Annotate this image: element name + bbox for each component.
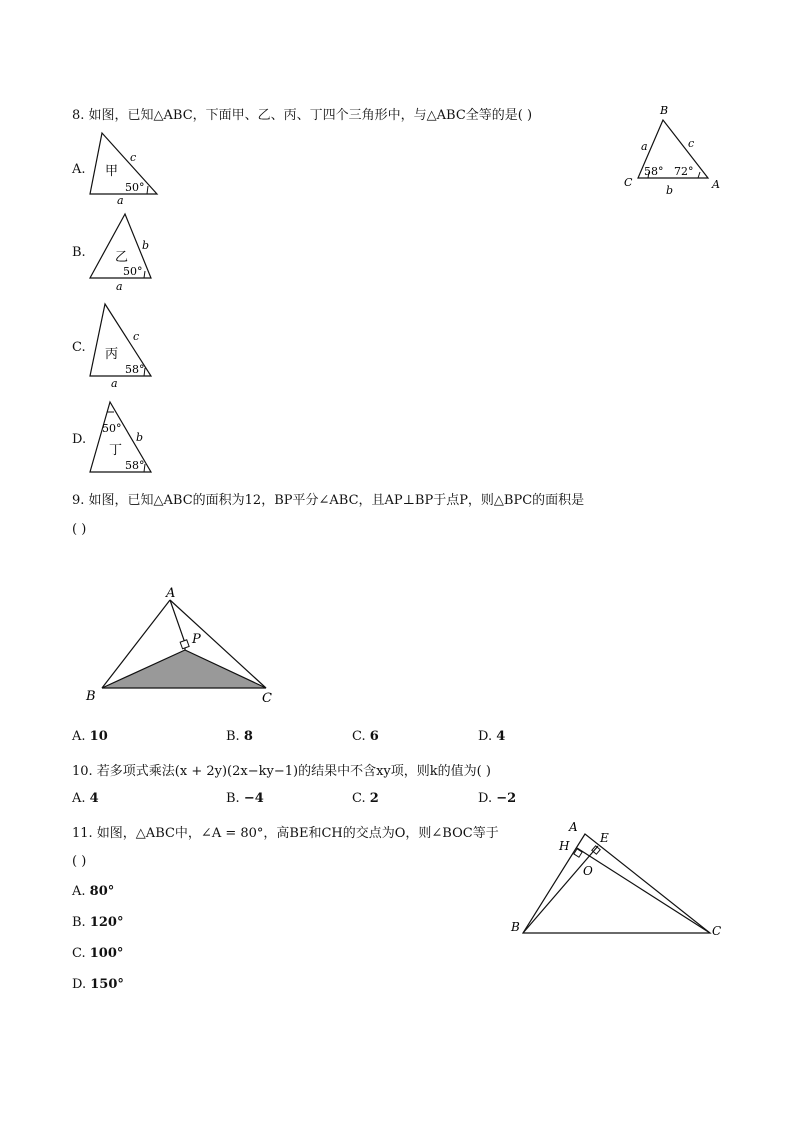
triangle-yi-side-b: b (142, 239, 150, 252)
q11-paren: ( ) (72, 854, 87, 869)
triangle-jia-label: 甲 (105, 164, 119, 179)
q9-option-a (72, 729, 108, 744)
q11-option-c (72, 946, 123, 961)
q10-stem: 10. 若多项式乘法(x + 2y)(2x−ky−1)的结果中不含xy项，则k的值为( ) (72, 764, 491, 779)
triangle-bing-side-c: c (133, 330, 140, 343)
q10-option-c-value: 2 (369, 791, 379, 806)
q10-option-d-letter: D. (478, 791, 493, 806)
triangle-ding-angle: 58° (125, 459, 145, 472)
q9-option-b (226, 729, 253, 744)
triangle-bing-label: 丙 (105, 347, 119, 362)
q11-option-b-letter: B. (72, 915, 86, 930)
q11-vertex-a: A (569, 820, 578, 834)
ref-angle-c: 58° (644, 165, 664, 178)
q8-option-b-letter: B. (72, 245, 86, 260)
q8-option-d-letter: D. (72, 432, 87, 447)
q8-triangle-bing (85, 298, 165, 393)
q11-figure (505, 818, 735, 943)
q11-option-b-value: 120° (89, 915, 124, 930)
q11-option-c-value: 100° (89, 946, 124, 961)
q9-point-p: P (192, 632, 201, 647)
triangle-yi-label: 乙 (115, 250, 129, 265)
q10-option-a-value: 4 (89, 791, 99, 806)
q9-option-b-value: 8 (243, 729, 253, 744)
q9-option-d (478, 729, 505, 744)
q9-option-b-letter: B. (226, 729, 240, 744)
ref-vertex-a: A (712, 178, 720, 191)
ref-vertex-c: C (624, 176, 633, 189)
q9-option-c-letter: C. (352, 729, 366, 744)
triangle-yi-side-a: a (116, 280, 123, 293)
ref-vertex-b: B (660, 104, 669, 117)
triangle-ding-top-angle: 50° (102, 422, 122, 435)
q9-vertex-a: A (166, 586, 176, 601)
q9-option-d-letter: D. (478, 729, 493, 744)
q9-vertex-c: C (262, 691, 272, 706)
q11-option-a (72, 884, 114, 899)
triangle-yi-angle: 50° (123, 265, 143, 278)
q11-option-d-value: 150° (90, 977, 124, 992)
q11-point-e: E (600, 831, 609, 845)
q11-option-a-value: 80° (89, 884, 115, 899)
q11-option-b (72, 915, 123, 930)
q8-reference-triangle (620, 100, 730, 200)
q8-triangle-yi (85, 208, 165, 298)
q9-figure (80, 585, 290, 710)
q11-option-c-letter: C. (72, 946, 86, 961)
q8-option-c-letter: C. (72, 340, 86, 355)
q11-option-a-letter: A. (72, 884, 86, 899)
q8-triangle-ding (85, 396, 165, 478)
ref-angle-a: 72° (674, 165, 694, 178)
q9-option-a-value: 10 (89, 729, 108, 744)
triangle-jia-side-a: a (117, 194, 124, 207)
q10-option-a-letter: A. (72, 791, 86, 806)
triangle-jia-side-c: c (130, 151, 137, 164)
ref-side-a: a (641, 140, 648, 153)
q8-stem: 8. 如图，已知△ABC，下面甲、乙、丙、丁四个三角形中，与△ABC全等的是( ) (72, 108, 533, 123)
triangle-ding-label: 丁 (109, 443, 123, 458)
q9-option-c (352, 729, 379, 744)
triangle-ding-side-b: b (136, 431, 144, 444)
q11-option-d (72, 977, 124, 992)
q10-option-b-value: −4 (243, 791, 264, 806)
q9-option-a-letter: A. (72, 729, 86, 744)
q10-option-d-value: −2 (496, 791, 517, 806)
q9-paren: ( ) (72, 522, 87, 537)
q8-option-a-letter: A. (72, 162, 86, 177)
q10-option-b-letter: B. (226, 791, 240, 806)
triangle-jia-angle: 50° (125, 181, 145, 194)
q10-option-c-letter: C. (352, 791, 366, 806)
q9-option-d-value: 4 (496, 729, 506, 744)
q11-point-h: H (559, 839, 570, 853)
ref-side-c: c (688, 137, 695, 150)
q10-option-a (72, 791, 99, 806)
q9-option-c-value: 6 (369, 729, 379, 744)
q10-option-d (478, 791, 516, 806)
ref-side-b: b (666, 184, 674, 197)
q10-option-c (352, 791, 379, 806)
triangle-bing-angle: 58° (125, 363, 145, 376)
q11-point-o: O (583, 864, 593, 878)
q8-triangle-jia (85, 128, 165, 208)
q11-stem: 11. 如图，△ABC中，∠A = 80°，高BE和CH的交点为O，则∠BOC等于 (72, 826, 499, 841)
q9-stem: 9. 如图，已知△ABC的面积为12，BP平分∠ABC，且AP⊥BP于点P，则△BPC的面积是 (72, 493, 585, 508)
q9-vertex-b: B (86, 689, 96, 704)
q11-option-d-letter: D. (72, 977, 87, 992)
triangle-bing-side-a: a (111, 377, 118, 390)
q11-vertex-c: C (712, 924, 722, 938)
q10-option-b (226, 791, 264, 806)
q11-vertex-b: B (511, 920, 520, 934)
